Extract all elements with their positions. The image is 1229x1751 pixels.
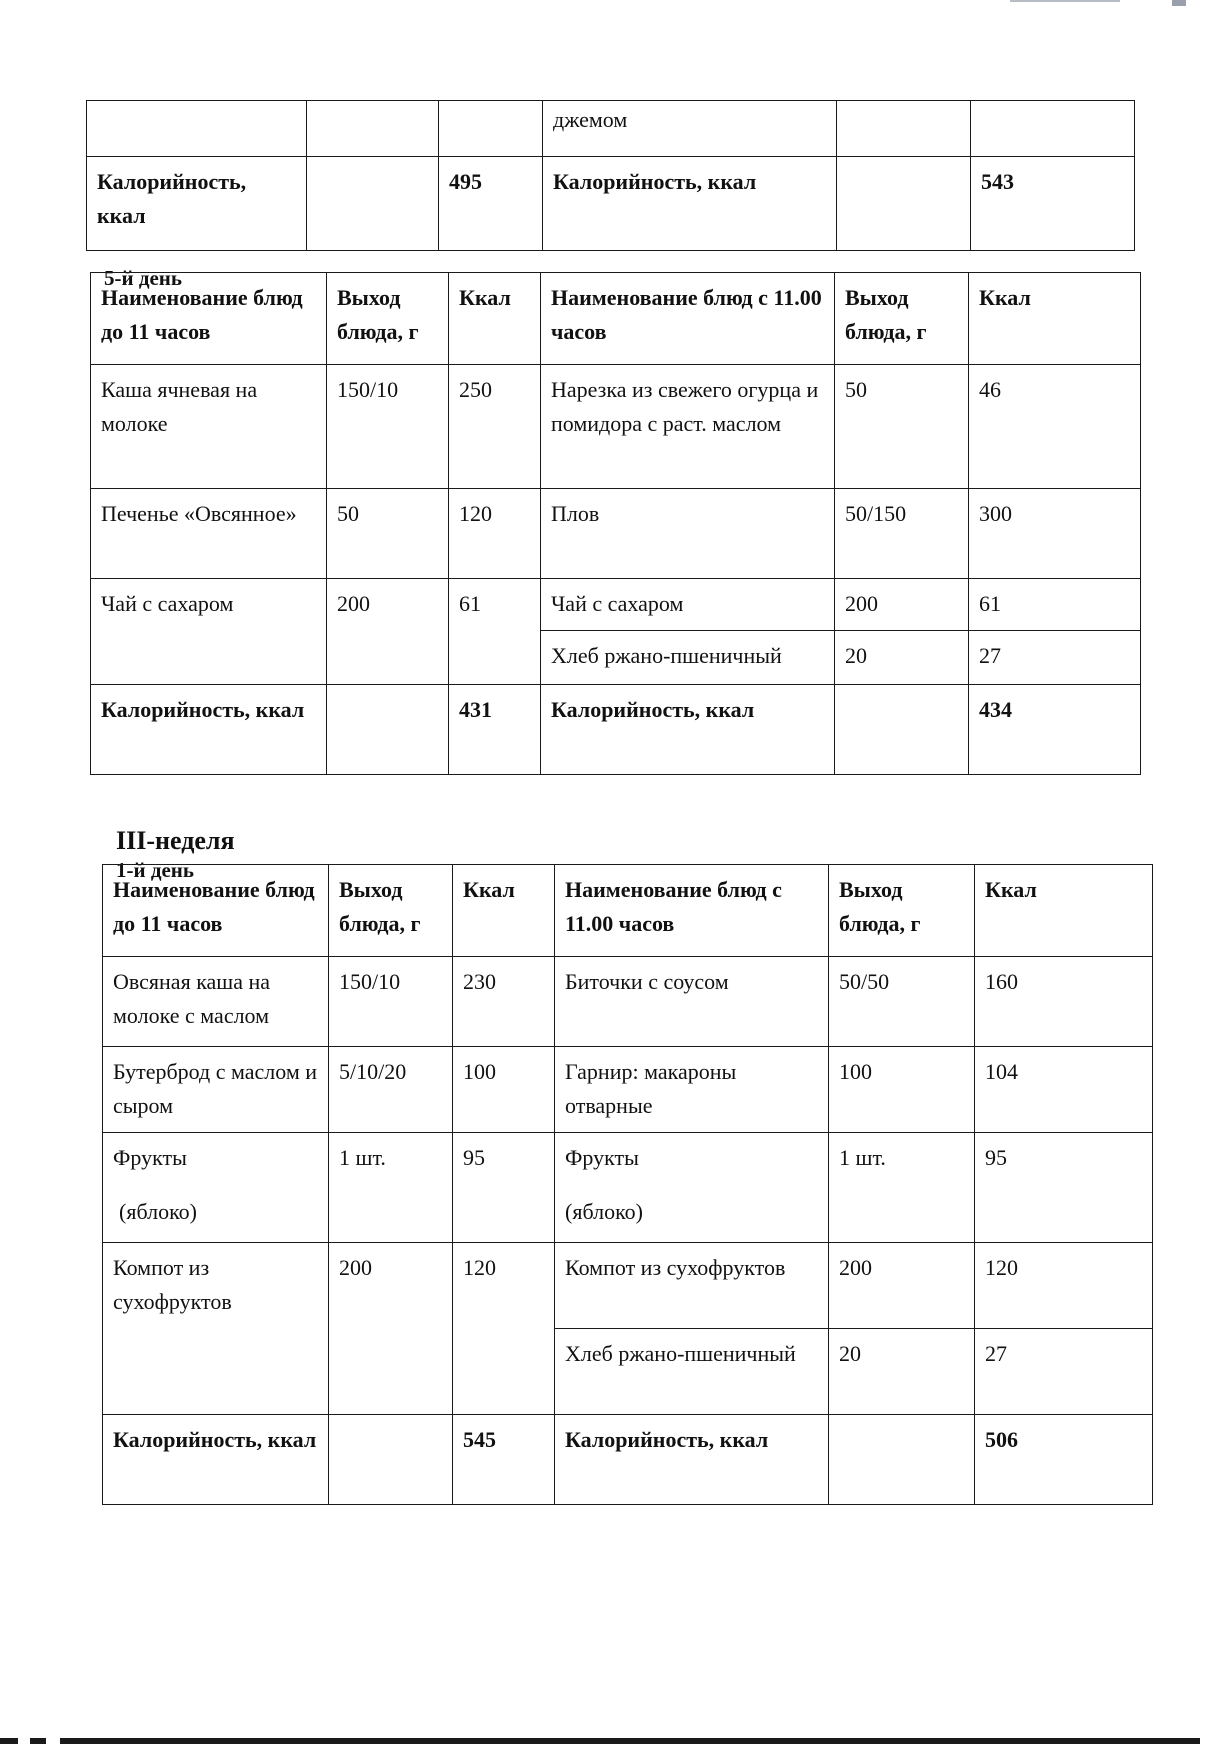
day-title: 5-й день	[104, 266, 182, 290]
dish-name-line: Фрукты	[113, 1145, 187, 1170]
dish-kcal: 160	[975, 957, 1153, 1047]
dish-name: Гарнир: макароны отварные	[555, 1047, 829, 1133]
dish-yield: 100	[829, 1047, 975, 1133]
dish-name-note: (яблоко)	[565, 1199, 643, 1224]
header-yield: Выход блюда, г	[327, 273, 449, 365]
dish-name: Хлеб ржано-пшеничный	[555, 1329, 829, 1415]
total-kcal: 431	[449, 685, 541, 775]
dish-kcal: 46	[969, 365, 1141, 489]
dish-yield: 5/10/20	[329, 1047, 453, 1133]
dish-yield: 20	[829, 1329, 975, 1415]
dish-kcal: 100	[453, 1047, 555, 1133]
total-kcal: 506	[975, 1415, 1153, 1505]
cell-empty	[837, 157, 971, 251]
table-row	[103, 1243, 1153, 1329]
dish-kcal: 61	[449, 579, 541, 685]
dish-name: Печенье «Овсянное»	[91, 489, 327, 579]
table-row	[103, 1047, 1153, 1133]
header-kcal: Ккал	[453, 865, 555, 957]
dish-yield: 200	[327, 579, 449, 685]
dish-yield: 50/150	[835, 489, 969, 579]
menu-table-day5	[90, 272, 1141, 775]
dish-kcal: 230	[453, 957, 555, 1047]
dish-kcal: 300	[969, 489, 1141, 579]
total-label: Калорийность, ккал	[543, 157, 837, 251]
total-kcal: 495	[439, 157, 543, 251]
header-dish-after-11: Наименование блюд с 11.00 часов	[555, 865, 829, 957]
dish-yield: 200	[329, 1243, 453, 1415]
dish-kcal: 95	[453, 1133, 555, 1243]
dish-kcal: 27	[975, 1329, 1153, 1415]
day-title: 1-й день	[116, 858, 194, 882]
dish-name: Каша ячневая на молоке	[91, 365, 327, 489]
dish-name-note: (яблоко)	[119, 1199, 197, 1224]
dish-name: Хлеб ржано-пшеничный	[541, 631, 835, 685]
header-dish-after-11: Наименование блюд с 11.00 часов	[541, 273, 835, 365]
header-yield: Выход блюда, г	[835, 273, 969, 365]
total-kcal: 434	[969, 685, 1141, 775]
total-label: Калорийность, ккал	[91, 685, 327, 775]
dish-name: джемом	[543, 101, 837, 157]
header-dish-before-11: Наименование блюд до 11 часов	[103, 865, 329, 957]
dish-kcal: 120	[449, 489, 541, 579]
total-kcal: 545	[453, 1415, 555, 1505]
dish-yield: 50	[327, 489, 449, 579]
dish-name: Плов	[541, 489, 835, 579]
menu-table-week3-day1	[102, 864, 1153, 1505]
cell-empty	[829, 1415, 975, 1505]
table-row	[91, 579, 1141, 631]
cell-empty	[329, 1415, 453, 1505]
cell-empty	[327, 685, 449, 775]
total-kcal: 543	[971, 157, 1135, 251]
cell-empty	[87, 101, 307, 157]
dish-kcal: 61	[969, 579, 1141, 631]
dish-name: Компот из сухофруктов	[555, 1243, 829, 1329]
table-row	[91, 365, 1141, 489]
dish-kcal: 250	[449, 365, 541, 489]
dish-name: Биточки с соусом	[555, 957, 829, 1047]
table-row	[91, 489, 1141, 579]
cell-empty	[307, 101, 439, 157]
cell-empty	[837, 101, 971, 157]
dish-name	[555, 1133, 829, 1243]
scan-artifact-mark	[1172, 0, 1186, 6]
total-label: Калорийность, ккал	[87, 157, 307, 251]
total-label: Калорийность, ккал	[555, 1415, 829, 1505]
dish-name: Нарезка из свежего огурца и помидора с раст. маслом	[541, 365, 835, 489]
dish-yield: 50	[835, 365, 969, 489]
dish-yield: 20	[835, 631, 969, 685]
dish-yield: 150/10	[329, 957, 453, 1047]
dish-yield: 1 шт.	[829, 1133, 975, 1243]
dish-kcal: 120	[975, 1243, 1153, 1329]
dish-kcal: 27	[969, 631, 1141, 685]
dish-name: Чай с сахаром	[541, 579, 835, 631]
scan-artifact-line	[1010, 0, 1120, 2]
header-kcal: Ккал	[975, 865, 1153, 957]
dish-yield: 200	[829, 1243, 975, 1329]
header-yield: Выход блюда, г	[829, 865, 975, 957]
cell-empty	[835, 685, 969, 775]
week-title: III-неделя	[116, 826, 235, 855]
dish-name: Овсяная каша на молоке с маслом	[103, 957, 329, 1047]
cell-empty	[307, 157, 439, 251]
total-row	[103, 1415, 1153, 1505]
dish-yield: 1 шт.	[329, 1133, 453, 1243]
dish-name: Бутерброд с маслом и сыром	[103, 1047, 329, 1133]
dish-name	[103, 1133, 329, 1243]
dish-yield: 150/10	[327, 365, 449, 489]
dish-name: Компот из сухофруктов	[103, 1243, 329, 1415]
dish-kcal: 104	[975, 1047, 1153, 1133]
dish-yield: 50/50	[829, 957, 975, 1047]
header-kcal: Ккал	[449, 273, 541, 365]
total-row	[91, 685, 1141, 775]
dish-name: Чай с сахаром	[91, 579, 327, 685]
dish-name-line: Фрукты	[565, 1145, 639, 1170]
total-label: Калорийность, ккал	[103, 1415, 329, 1505]
dish-kcal: 120	[453, 1243, 555, 1415]
header-dish-before-11: Наименование блюд до 11 часов	[91, 273, 327, 365]
table-row	[103, 1133, 1153, 1243]
cell-empty	[439, 101, 543, 157]
header-kcal: Ккал	[969, 273, 1141, 365]
scan-artifact-bottom	[0, 1738, 1229, 1746]
total-label: Калорийность, ккал	[541, 685, 835, 775]
continuation-table	[86, 100, 1135, 251]
cell-empty	[971, 101, 1135, 157]
table-row	[103, 957, 1153, 1047]
header-yield: Выход блюда, г	[329, 865, 453, 957]
dish-yield: 200	[835, 579, 969, 631]
dish-kcal: 95	[975, 1133, 1153, 1243]
